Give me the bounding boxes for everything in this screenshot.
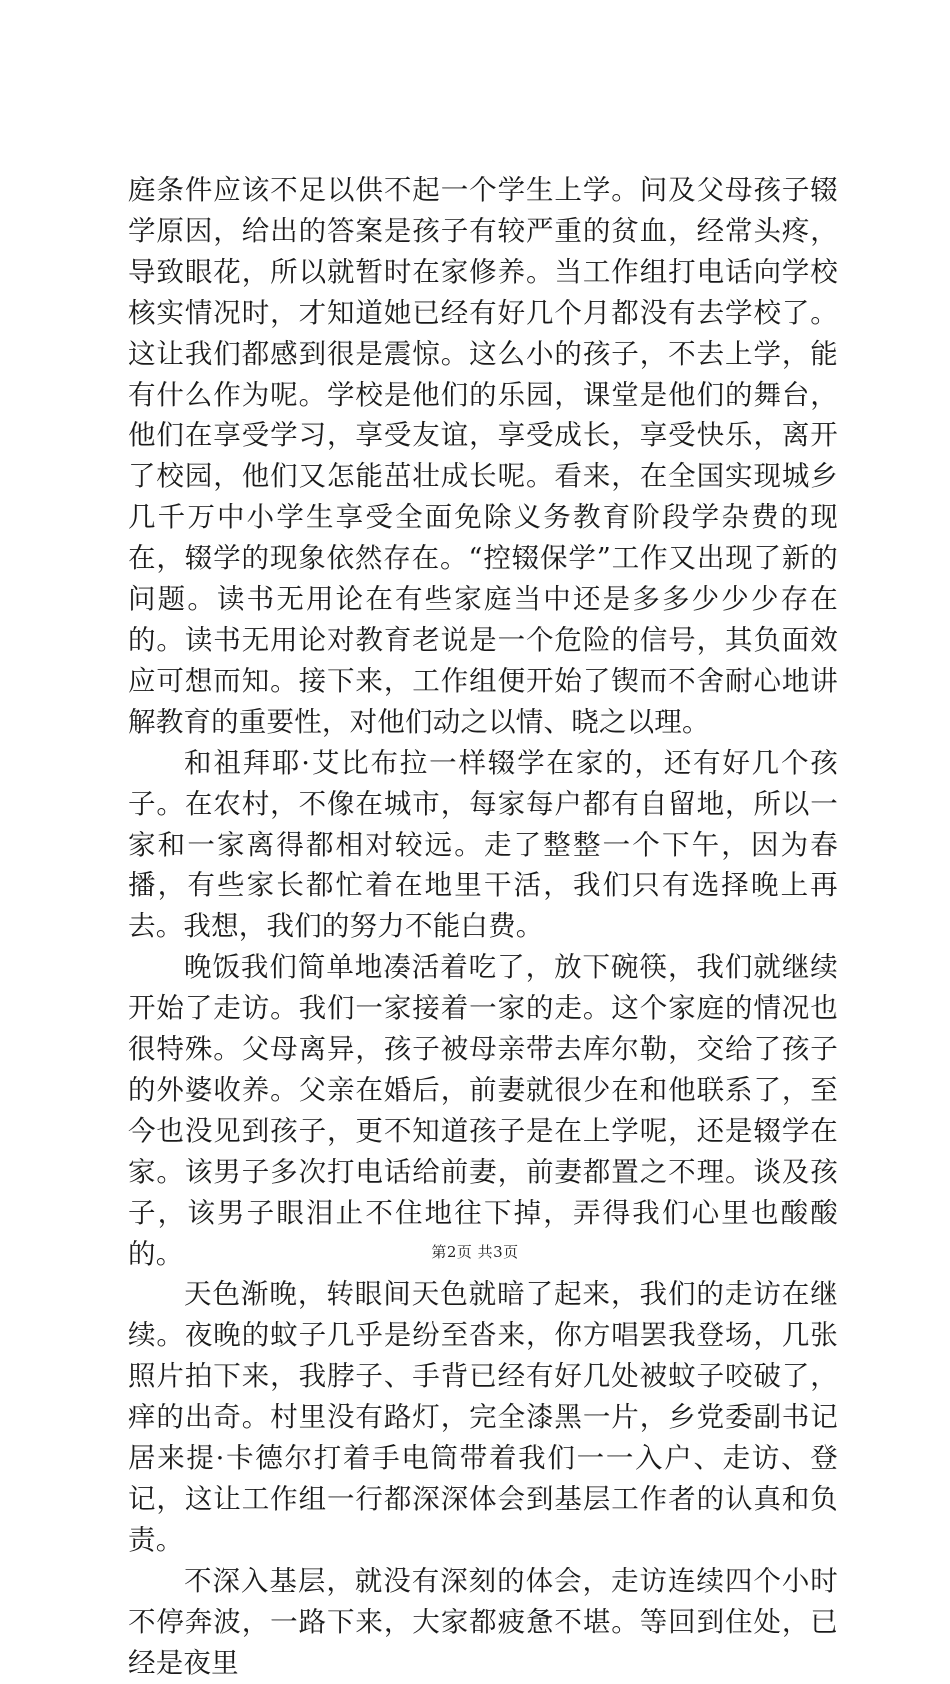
paragraph-2: 和祖拜耶·艾比布拉一样辍学在家的，还有好几个孩子。在农村，不像在城市，每家每户都有自留地，所以一家和一家离得都相对较远。走了整整一个下午，因为春播，有些家长都忙着在地里干活，我们只有选择晚上再去。我想，我们的努力不能白费。 [128,746,838,943]
page-footer: 第2页 共3页 [431,1243,519,1261]
document-body [128,170,838,1684]
paragraph-3: 晚饭我们简单地凑活着吃了，放下碗筷，我们就继续开始了走访。我们一家接着一家的走。这个家庭的情况也很特殊。父母离异，孩子被母亲带去库尔勒，交给了孩子的外婆收养。父亲在婚后，前妻就很少在和他联系了，至今也没见到孩子，更不知道孩子是在上学呢，还是辍学在家。该男子多次打电话给前妻，前妻都置之不理。谈及孩子，该男子眼泪止不住地往下掉，弄得我们心里也酸酸的。 [128,951,838,1270]
paragraph-5: 不深入基层，就没有深刻的体会，走访连续四个小时不停奔波，一路下来，大家都疲惫不堪。等回到住处，已经是夜里 [128,1564,838,1679]
paragraph-1: 庭条件应该不足以供不起一个学生上学。问及父母孩子辍学原因，给出的答案是孩子有较严重的贫血，经常头疼，导致眼花，所以就暂时在家修养。当工作组打电话向学校核实情况时，才知道她已经有好几个月都没有去学校了。这让我们都感到很是震惊。这么小的孩子，不去上学，能有什么作为呢。学校是他们的乐园，课堂是他们的舞台，他们在享受学习，享受友谊，享受成长，享受快乐，离开了校园，他们又怎能茁壮成长呢。看来，在全国实现城乡几千万中小学生享受全面免除义务教育阶段学杂费的现在，辍学的现象依然存在。“控辍保学”工作又出现了新的问题。读书无用论在有些家庭当中还是多多少少少存在的。读书无用论对教育老说是一个危险的信号，其负面效应可想而知。接下来，工作组便开始了锲而不舍耐心地讲解教育的重要性，对他们动之以情、晓之以理。 [128,174,838,738]
paragraph-4: 天色渐晚，转眼间天色就暗了起来，我们的走访在继续。夜晚的蚊子几乎是纷至沓来，你方唱罢我登场，几张照片拍下来，我脖子、手背已经有好几处被蚊子咬破了，痒的出奇。村里没有路灯，完全漆黑一片，乡党委副书记居来提·卡德尔打着手电筒带着我们一一入户、走访、登记，这让工作组一行都深深体会到基层工作者的认真和负责。 [128,1278,838,1556]
